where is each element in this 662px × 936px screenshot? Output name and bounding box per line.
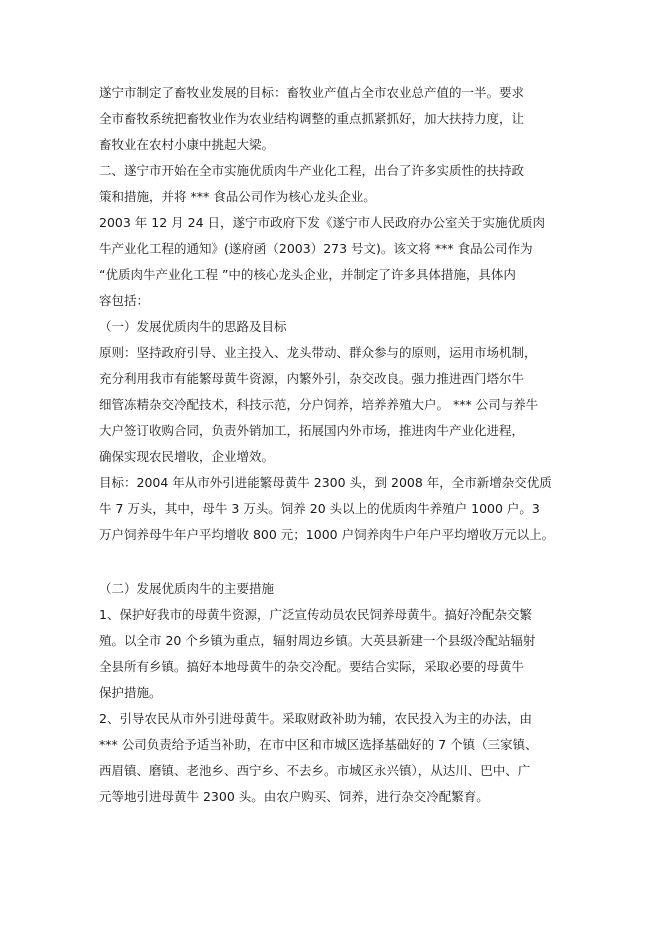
text-line: 二、遂宁市开始在全市实施优质肉牛产业化工程，出台了许多实质性的扶持政 [99, 163, 525, 178]
text-line: 万户饲养母牛年户平均增收 800 元；1000 户饲养肉牛户年户平均增收万元以上。 [99, 527, 555, 542]
paragraph-notice [99, 210, 569, 314]
text-line: 目标：2004 年从市外引进能繁母黄牛 2300 头，到 2008 年，全市新增杂交优质 [99, 475, 552, 490]
text-line: 殖。以全市 20 个乡镇为重点，辐射周边乡镇。大英县新建一个县级冷配站辐射 [99, 633, 536, 648]
heading-main-measures [99, 576, 569, 602]
text-line: 容包括： [99, 293, 150, 308]
text-line: 大户签订收购合同，负责外销加工，拓展国内外市场，推进肉牛产业化进程， [99, 423, 525, 438]
text-line: “优质肉牛产业化工程 ”中的核心龙头企业，并制定了许多具体措施，具体内 [99, 267, 516, 282]
text-line: 元等地引进母黄牛 2300 头。由农户购买、饲养，进行杂交冷配繁育。 [99, 789, 489, 804]
paragraph-measure-two [99, 706, 569, 810]
text-line: 2003 年 12 月 24 日，遂宁市政府下发《遂宁市人民政府办公室关于实施优质肉 [99, 215, 545, 230]
text-line: 遂宁市制定了畜牧业发展的目标：畜牧业产值占全市农业总产值的一半。要求 [99, 85, 525, 100]
text-line: 全县所有乡镇。搞好本地母黄牛的杂交冷配。要结合实际，采取必要的母黄牛 [99, 659, 525, 674]
text-line: 确保实现农民增收，企业增效。 [99, 449, 275, 464]
text-line: 全市畜牧系统把畜牧业作为农业结构调整的重点抓紧抓好，加大扶持力度，让 [99, 111, 525, 126]
paragraph-targets [99, 470, 569, 548]
text-line: （一）发展优质肉牛的思路及目标 [99, 319, 287, 334]
text-line: 西眉镇、磨镇、老池乡、西宁乡、不去乡。市城区永兴镇），从达川、巴中、广 [99, 763, 531, 778]
text-line: 2、引导农民从市外引进母黄牛。采取财政补助为辅，农民投入为主的办法，由 [99, 711, 532, 726]
text-line: 牛产业化工程的通知》(遂府函（2003）273 号文)。该文将 *** 食品公司作为 [99, 241, 533, 256]
paragraph-section-two [99, 158, 569, 210]
text-line: *** 公司负责给予适当补助，在市中区和市城区选择基础好的 7 个镇（三家镇、 [99, 737, 538, 752]
text-line: 畜牧业在农村小康中挑起大梁。 [99, 137, 275, 152]
paragraph-principles [99, 340, 569, 470]
heading-ideas-goals [99, 314, 569, 340]
text-line: 充分利用我市有能繁母黄牛资源，内繁外引，杂交改良。强力推进西门塔尔牛 [99, 371, 525, 386]
paragraph-intro [99, 80, 569, 158]
text-line: 保护措施。 [99, 685, 162, 700]
text-line: 细管冻精杂交冷配技术，科技示范，分户饲养，培养养殖大户。 *** 公司与养牛 [99, 397, 539, 412]
text-line: 牛 7 万头，其中，母牛 3 万头。饲养 20 头以上的优质肉牛养殖户 1000 户。3 [99, 501, 540, 516]
text-line: （二）发展优质肉牛的主要措施 [99, 581, 275, 596]
text-line: 策和措施，并将 *** 食品公司作为核心龙头企业。 [99, 189, 376, 204]
text-line: 原则：坚持政府引导、业主投入、龙头带动、群众参与的原则，运用市场机制， [99, 345, 537, 360]
paragraph-measure-one [99, 602, 569, 706]
text-line: 1、保护好我市的母黄牛资源，广泛宣传动员农民饲养母黄牛。搞好冷配杂交繁 [99, 607, 532, 622]
